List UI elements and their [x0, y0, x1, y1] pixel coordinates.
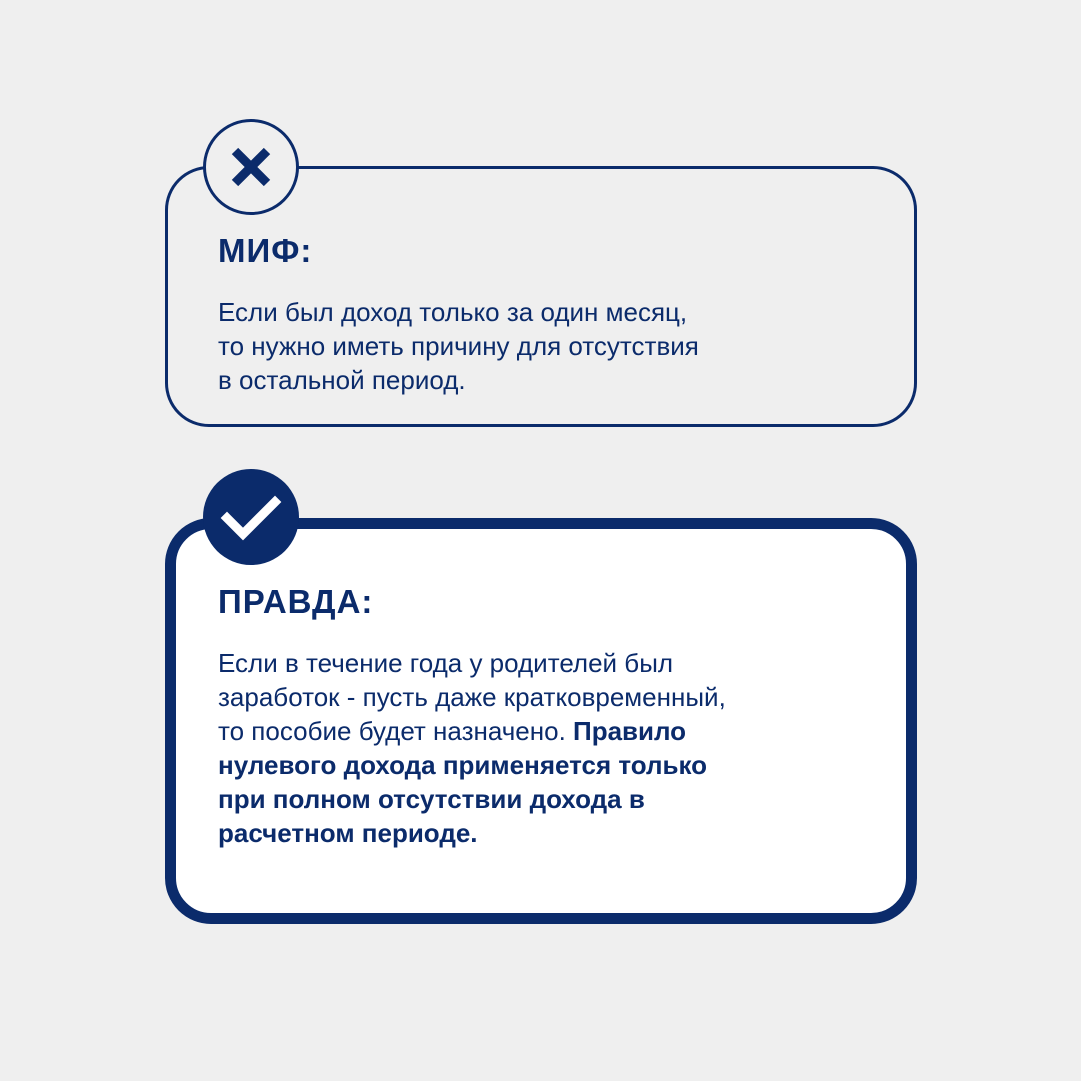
truth-text-line: заработок - пусть даже кратковременный,	[218, 682, 726, 712]
truth-text	[218, 646, 726, 850]
myth-text-line: то нужно иметь причину для отсутствия	[218, 331, 699, 361]
truth-text-bold-line: при полном отсутствии дохода в	[218, 784, 645, 814]
truth-text-line	[218, 714, 726, 748]
myth-text	[218, 295, 699, 397]
close-icon	[206, 122, 296, 212]
check-icon	[203, 469, 299, 565]
truth-badge	[203, 469, 299, 565]
truth-text-bold-line: нулевого дохода применяется только	[218, 750, 708, 780]
myth-text-line: Если был доход только за один месяц,	[218, 297, 688, 327]
myth-badge	[203, 119, 299, 215]
truth-text-regular: то пособие будет назначено.	[218, 716, 574, 746]
myth-heading: МИФ:	[218, 232, 313, 269]
truth-text-bold-line: расчетном периоде.	[218, 818, 478, 848]
truth-text-line: Если в течение года у родителей был	[218, 648, 674, 678]
truth-text-bold: Правило	[573, 716, 687, 746]
truth-heading: ПРАВДА:	[218, 583, 374, 620]
myth-text-line: в остальной период.	[218, 365, 466, 395]
